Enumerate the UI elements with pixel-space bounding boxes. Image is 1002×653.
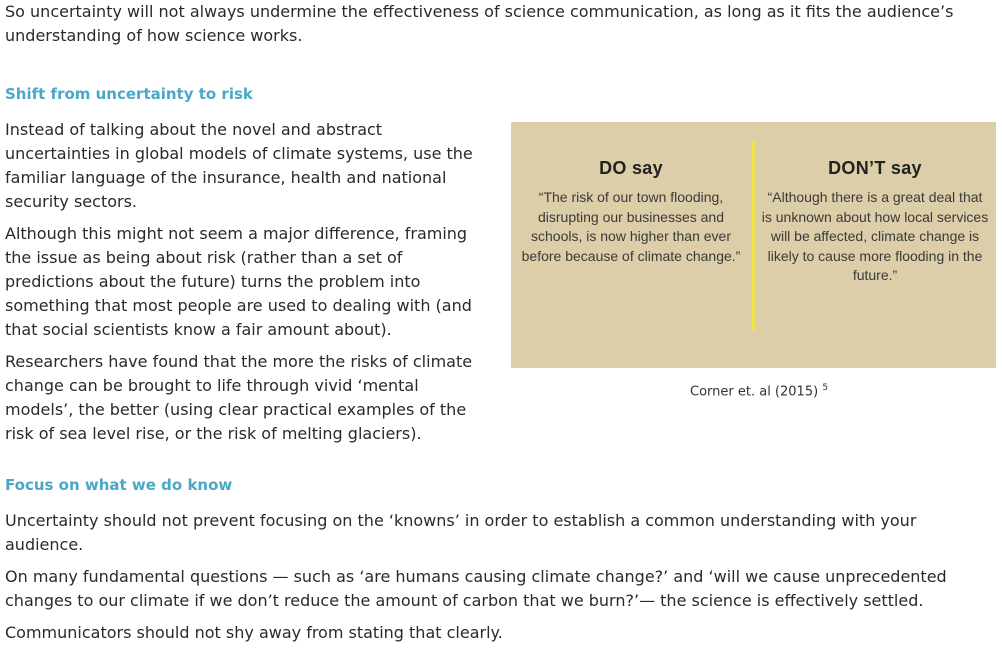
section-heading-know: Focus on what we do know [5,476,233,494]
know-paragraph-2: On many fundamental questions — such as ‘are humans causing climate change?’ and ‘will we cause unprecedented changes to our climate if we don’t reduce the amount of carbon that we burn?’— the science is effectively settled. [5,567,947,610]
risk-column [5,118,485,454]
section-heading-risk: Shift from uncertainty to risk [5,85,253,103]
risk-paragraph-1: Instead of talking about the novel and abstract uncertainties in global models of climate systems, use the familiar language of the insurance, health and national security sectors. [5,120,473,211]
do-say-panel [517,156,745,266]
dont-say-quote: “Although there is a great deal that is unknown about how local services will be affected, climate change is likely to cause more flooding in the future.” [761,189,989,283]
caption-text: Corner et. al (2015) [690,384,819,400]
risk-paragraph-3: Researchers have found that the more the risks of climate change can be brought to life through vivid ‘mental models’, the better (using clear practical examples of the risk of sea level rise, or the risk of melting glaciers). [5,352,473,443]
dont-say-title: DON’T say [828,158,922,178]
dont-say-panel [761,156,989,286]
know-paragraph-1: Uncertainty should not prevent focusing on the ‘knowns’ in order to establish a common understanding with your audience. [5,511,917,554]
risk-paragraph-2: Although this might not seem a major difference, framing the issue as being about risk (rather than a set of predictions about the future) turns the problem into something that most people are used to dealing with (and that social scientists know a fair amount about). [5,224,472,339]
footnote-marker[interactable]: 5 [822,383,829,393]
intro-paragraph: So uncertainty will not always undermine the effectiveness of science communication, as long as it fits the audience’s understanding of how science works. [5,2,954,45]
figure-divider [752,142,755,330]
do-say-quote: “The risk of our town flooding, disrupting our businesses and schools, is now higher than ever before because of climate change.” [521,189,741,264]
do-dont-figure [511,122,996,368]
know-column [5,509,985,653]
figure-caption [690,376,828,404]
do-say-title: DO say [599,158,663,178]
know-paragraph-3: Communicators should not shy away from stating that clearly. [5,623,503,642]
